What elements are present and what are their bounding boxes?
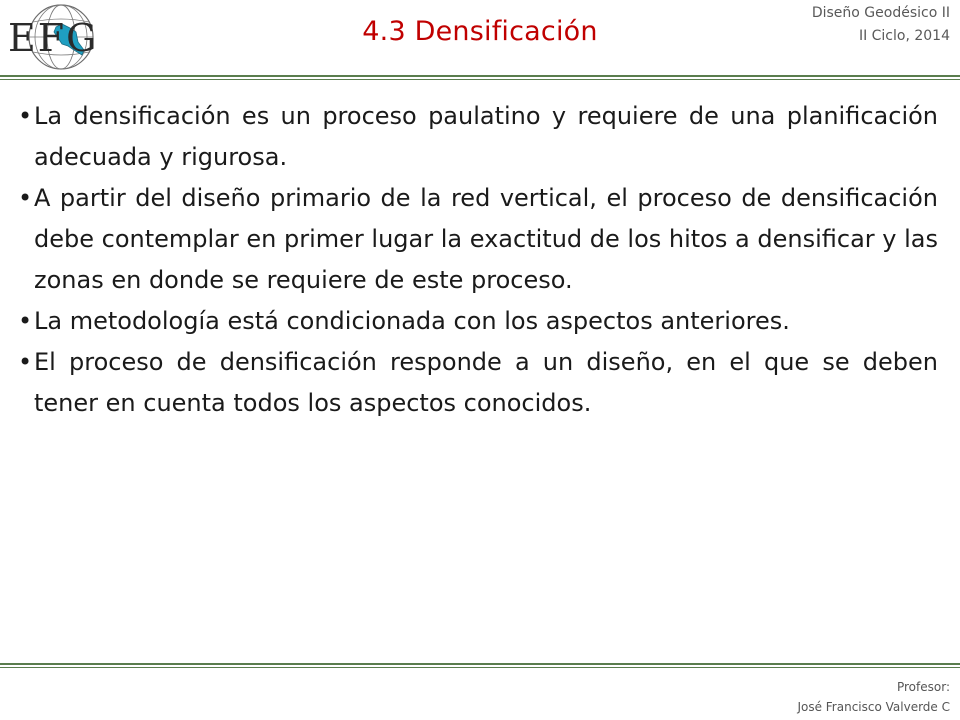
course-term: II Ciclo, 2014: [858, 28, 950, 44]
bullet-item: [18, 178, 938, 301]
slide-title: 4.3 Densificación: [362, 16, 598, 47]
footer-label: Profesor:: [896, 680, 950, 694]
bullet-text: A partir del diseño primario de la red vertical, el proceso de densificación debe contemplar en primer lugar la exactitud de los hitos a densificar y las zonas en donde se requiere de este proceso.: [34, 184, 938, 294]
bullet-list: [18, 96, 938, 424]
header-divider: [0, 75, 960, 80]
bullet-item: [18, 342, 938, 424]
bullet-dot-icon: •: [18, 348, 33, 376]
globe-logo-icon: [4, 2, 122, 72]
bullet-text: La metodología está condicionada con los aspectos anteriores.: [34, 307, 790, 335]
course-info: [812, 2, 950, 48]
course-name: Diseño Geodésico II: [811, 5, 950, 21]
footer-divider: [0, 663, 960, 668]
bullet-dot-icon: •: [18, 184, 33, 212]
bullet-item: [18, 96, 938, 178]
efg-logo: [4, 2, 122, 72]
bullet-dot-icon: •: [18, 307, 33, 335]
logo-letters: EFG: [8, 16, 99, 60]
bullet-text: La densificación es un proceso paulatino y requiere de una planificación adecuada y rigurosa.: [34, 102, 938, 171]
bullet-item: [18, 301, 938, 342]
bullet-text: El proceso de densificación responde a un diseño, en el que se deben tener en cuenta todos los aspectos conocidos.: [34, 348, 938, 417]
footer-professor: [797, 677, 950, 717]
bullet-dot-icon: •: [18, 102, 33, 130]
footer-name: José Francisco Valverde C: [797, 700, 950, 714]
